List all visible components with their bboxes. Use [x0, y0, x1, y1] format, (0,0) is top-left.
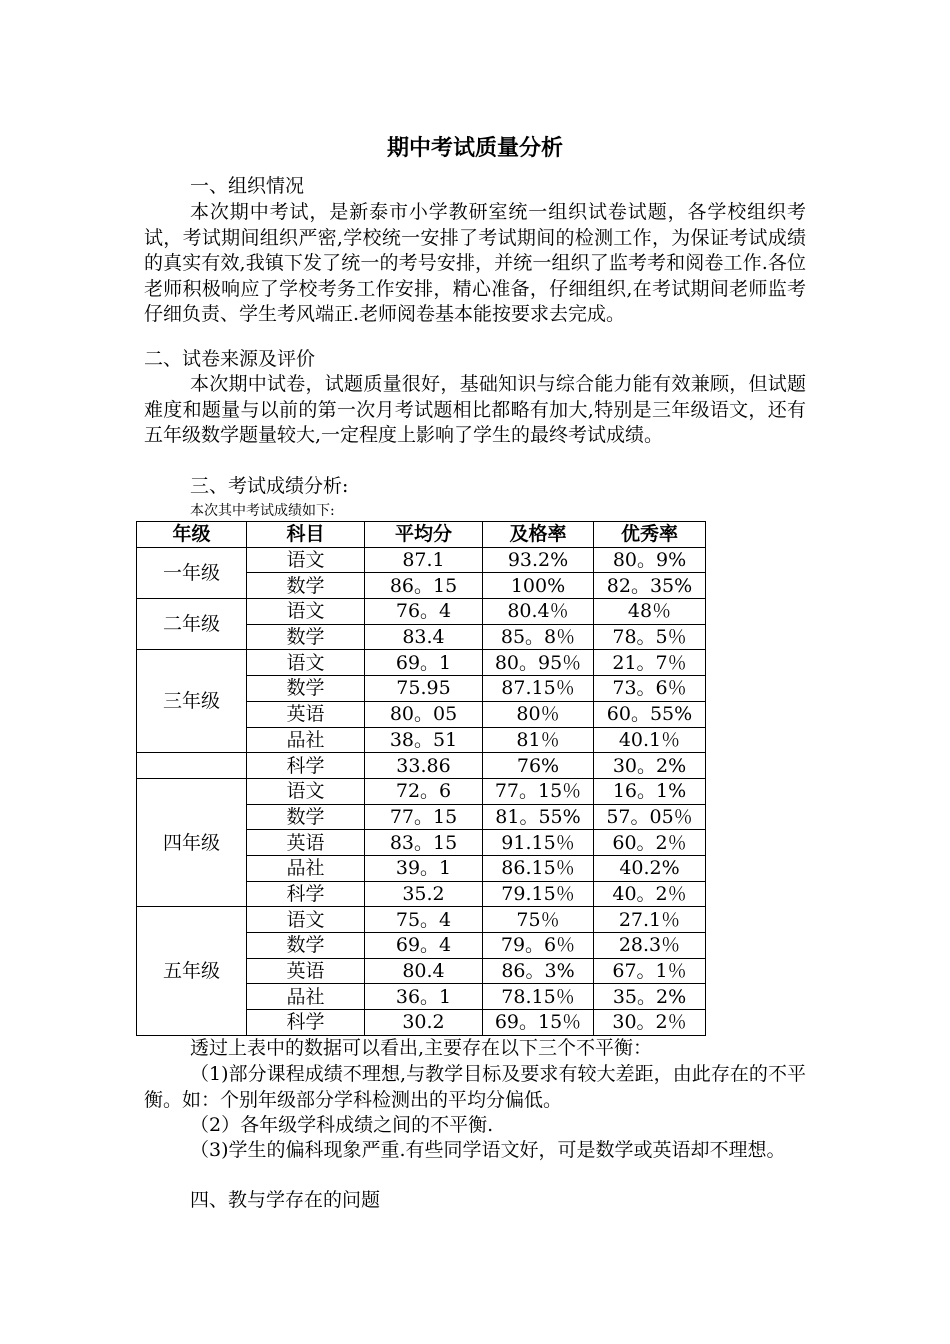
- pass-rate-cell: 86。3%: [483, 958, 594, 984]
- subject-cell: 语文: [247, 907, 365, 933]
- subject-cell: 品社: [247, 855, 365, 881]
- analysis-point-2: （2）各年级学科成绩之间的不平衡.: [190, 1114, 494, 1136]
- analysis-intro: 透过上表中的数据可以看出,主要存在以下三个不平衡：: [190, 1037, 653, 1059]
- average-cell: 30.2: [365, 1010, 483, 1036]
- page-title: 期中考试质量分析: [386, 135, 563, 161]
- subject-cell: 数学: [247, 804, 365, 830]
- excellent-rate-cell: 48％: [594, 599, 706, 625]
- pass-rate-cell: 69。15％: [483, 1010, 594, 1036]
- subject-cell: 英语: [247, 830, 365, 856]
- section-1-body: 本次期中考试，是新泰市小学教研室统一组织试卷试题，各学校组织考试，考试期间组织严密,学校统一安排了考试期间的检测工作，为保证考试成绩的真实有效,我镇下发了统一的考号安排，并统一组织了监考考和阅卷工作.各位老师积极响应了学校考务工作安排，精心准备，仔细组织,在考试期间老师监考仔细负责、学生考风端正.老师阅卷基本能按要求去完成。: [144, 201, 806, 326]
- excellent-rate-cell: 40。2％: [594, 881, 706, 907]
- section-1-heading: 一、组织情况: [190, 175, 305, 197]
- excellent-rate-cell: 21。7％: [594, 650, 706, 676]
- pass-rate-cell: 79。6％: [483, 933, 594, 959]
- analysis-point-3: （3)学生的偏科现象严重.有些同学语文好，可是数学或英语却不理想。: [190, 1139, 786, 1161]
- excellent-rate-cell: 60。2％: [594, 830, 706, 856]
- excellent-rate-cell: 82。35%: [594, 573, 706, 599]
- average-cell: 80。05: [365, 701, 483, 727]
- pass-rate-cell: 76%: [483, 753, 594, 779]
- section-4-heading: 四、教与学存在的问题: [190, 1189, 381, 1211]
- pass-rate-cell: 91.15％: [483, 830, 594, 856]
- subject-cell: 数学: [247, 624, 365, 650]
- subject-cell: 科学: [247, 1010, 365, 1036]
- table-row: [137, 778, 706, 804]
- header-pass-rate: 及格率: [483, 522, 594, 548]
- average-cell: 69。1: [365, 650, 483, 676]
- grade-cell: 五年级: [137, 907, 247, 1035]
- section-2-body: 本次期中试卷，试题质量很好，基础知识与综合能力能有效兼顾，但试题难度和题量与以前的第一次月考试题相比都略有加大,特别是三年级语文，还有五年级数学题量较大,一定程度上影响了学生的最终考试成绩。: [144, 373, 806, 447]
- excellent-rate-cell: 80。9%: [594, 547, 706, 573]
- excellent-rate-cell: 30。2%: [594, 753, 706, 779]
- excellent-rate-cell: 35。2%: [594, 984, 706, 1010]
- pass-rate-cell: 80.4％: [483, 599, 594, 625]
- subject-cell: 科学: [247, 753, 365, 779]
- table-row: [137, 650, 706, 676]
- excellent-rate-cell: 30。2％: [594, 1010, 706, 1036]
- average-cell: 75.95: [365, 676, 483, 702]
- pass-rate-cell: 86.15％: [483, 855, 594, 881]
- average-cell: 69。4: [365, 933, 483, 959]
- header-grade: 年级: [137, 522, 247, 548]
- subject-cell: 品社: [247, 984, 365, 1010]
- table-row: [137, 599, 706, 625]
- excellent-rate-cell: 73。6％: [594, 676, 706, 702]
- average-cell: 38。51: [365, 727, 483, 753]
- pass-rate-cell: 87.15％: [483, 676, 594, 702]
- average-cell: 83.4: [365, 624, 483, 650]
- grade-cell: 四年级: [137, 778, 247, 906]
- pass-rate-cell: 77。15％: [483, 778, 594, 804]
- header-subject: 科目: [247, 522, 365, 548]
- subject-cell: 数学: [247, 676, 365, 702]
- excellent-rate-cell: 40.2%: [594, 855, 706, 881]
- pass-rate-cell: 79.15％: [483, 881, 594, 907]
- excellent-rate-cell: 78。5％: [594, 624, 706, 650]
- grade-cell: [137, 753, 247, 779]
- pass-rate-cell: 80。95％: [483, 650, 594, 676]
- subject-cell: 语文: [247, 778, 365, 804]
- table-header-row: [137, 522, 706, 548]
- table-caption: 本次其中考试成绩如下:: [190, 503, 335, 519]
- pass-rate-cell: 93.2%: [483, 547, 594, 573]
- average-cell: 86。15: [365, 573, 483, 599]
- pass-rate-cell: 81。55%: [483, 804, 594, 830]
- subject-cell: 品社: [247, 727, 365, 753]
- table-row: [137, 753, 706, 779]
- subject-cell: 语文: [247, 650, 365, 676]
- pass-rate-cell: 81％: [483, 727, 594, 753]
- pass-rate-cell: 100%: [483, 573, 594, 599]
- excellent-rate-cell: 28.3％: [594, 933, 706, 959]
- grade-cell: 二年级: [137, 599, 247, 650]
- subject-cell: 英语: [247, 701, 365, 727]
- header-average: 平均分: [365, 522, 483, 548]
- table-row: [137, 907, 706, 933]
- excellent-rate-cell: 27.1％: [594, 907, 706, 933]
- subject-cell: 语文: [247, 547, 365, 573]
- average-cell: 76。4: [365, 599, 483, 625]
- pass-rate-cell: 78.15％: [483, 984, 594, 1010]
- section-2-heading: 二、试卷来源及评价: [144, 348, 316, 370]
- average-cell: 36。1: [365, 984, 483, 1010]
- grade-cell: 一年级: [137, 547, 247, 598]
- table-row: [137, 547, 706, 573]
- excellent-rate-cell: 57。05％: [594, 804, 706, 830]
- grade-cell: 三年级: [137, 650, 247, 753]
- excellent-rate-cell: 16。1%: [594, 778, 706, 804]
- average-cell: 87.1: [365, 547, 483, 573]
- score-table: [136, 521, 706, 1036]
- pass-rate-cell: 80％: [483, 701, 594, 727]
- average-cell: 77。15: [365, 804, 483, 830]
- average-cell: 72。6: [365, 778, 483, 804]
- section-3-heading: 三、考试成绩分析:: [190, 475, 349, 497]
- excellent-rate-cell: 40.1％: [594, 727, 706, 753]
- average-cell: 33.86: [365, 753, 483, 779]
- pass-rate-cell: 85。8％: [483, 624, 594, 650]
- excellent-rate-cell: 67。1％: [594, 958, 706, 984]
- analysis-point-1: （1)部分课程成绩不理想,与教学目标及要求有较大差距，由此存在的不平衡。如：个别年级部分学科检测出的平均分偏低。: [144, 1063, 806, 1111]
- subject-cell: 语文: [247, 599, 365, 625]
- subject-cell: 数学: [247, 573, 365, 599]
- average-cell: 83。15: [365, 830, 483, 856]
- header-excellent-rate: 优秀率: [594, 522, 706, 548]
- average-cell: 75。4: [365, 907, 483, 933]
- excellent-rate-cell: 60。55%: [594, 701, 706, 727]
- subject-cell: 数学: [247, 933, 365, 959]
- average-cell: 35.2: [365, 881, 483, 907]
- pass-rate-cell: 75％: [483, 907, 594, 933]
- subject-cell: 英语: [247, 958, 365, 984]
- subject-cell: 科学: [247, 881, 365, 907]
- average-cell: 80.4: [365, 958, 483, 984]
- average-cell: 39。1: [365, 855, 483, 881]
